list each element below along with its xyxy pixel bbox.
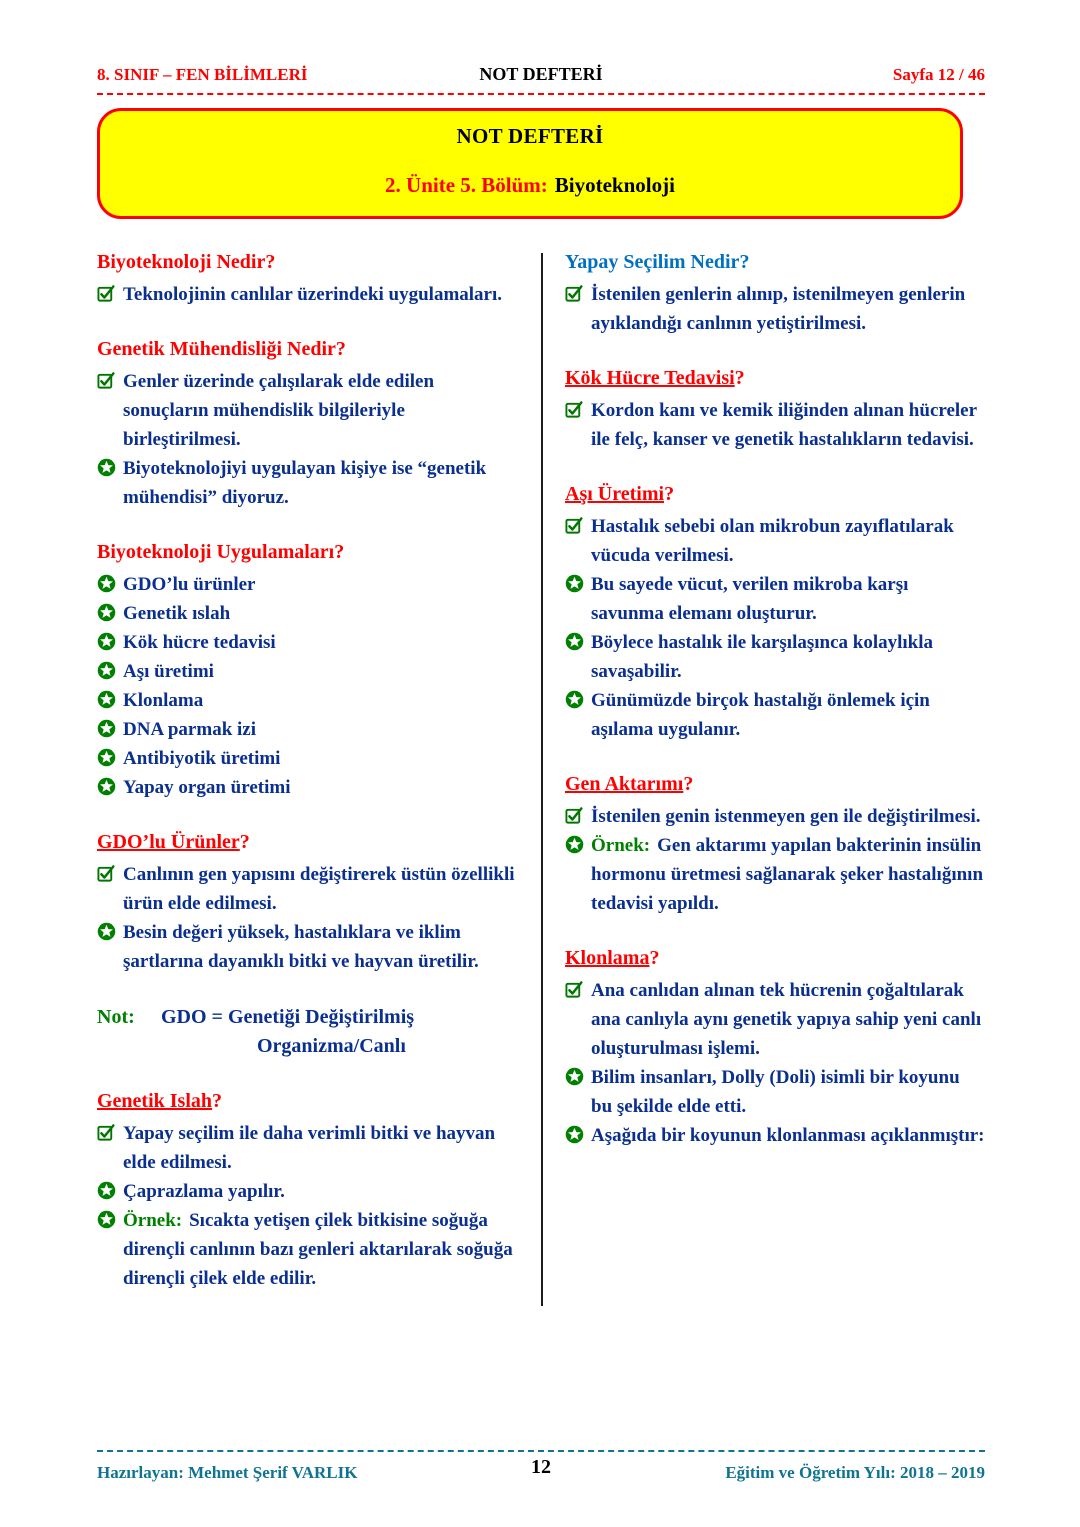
star-bullet-icon [565,570,591,593]
note-gdo-definition [97,1003,515,1061]
unit-subtitle [110,173,950,198]
list-item [565,1121,985,1150]
right-column [565,249,985,1320]
list-item [97,367,515,454]
section-kok-hucre-tedavisi [565,365,985,454]
item-text: Örnek: Gen aktarımı yapılan bakterinin insülin hormonu üretmesi sağlanarak şeker hastalığının tedavisi yapıldı. [591,835,984,914]
item-text: Aşağıda bir koyunun klonlanması açıklanmıştır: [591,1125,985,1146]
star-bullet-icon [97,570,123,593]
item-text: Canlının gen yapısını değiştirerek üstün özellikli ürün elde edilmesi. [123,864,515,914]
footer-row [97,1456,985,1483]
header-page-info: Sayfa 12 / 46 [892,65,985,84]
column-divider [541,253,543,1306]
item-text: DNA parmak izi [123,719,256,740]
section-klonlama [565,945,985,1150]
star-bullet-icon [97,454,123,477]
item-text: Yapay organ üretimi [123,777,291,798]
page-header [0,0,1080,85]
item-text: Kordon kanı ve kemik iliğinden alınan hücreler ile felç, kanser ve genetik hastalıkların tedavisi. [591,400,977,450]
list-item [97,773,515,802]
star-bullet-icon [97,686,123,709]
list-item [565,396,985,454]
list-item [97,599,515,628]
unit-label: 2. Ünite 5. Bölüm: [385,173,548,197]
section-biyoteknoloji-nedir [97,249,515,309]
star-bullet-icon [565,686,591,709]
left-column [97,249,515,1320]
star-bullet-icon [97,918,123,941]
star-bullet-icon [565,628,591,651]
list-item [565,1063,985,1121]
item-text: Teknolojinin canlılar üzerindeki uygulamaları. [123,284,503,305]
section-biyoteknoloji-uygulamalari [97,539,515,802]
example-label: Örnek: [123,1210,183,1231]
list-item [97,715,515,744]
star-bullet-icon [97,657,123,680]
section-heading: Biyoteknoloji Nedir? [97,251,276,273]
section-heading: Aşı Üretimi? [565,483,675,505]
checkbox-icon [565,396,591,419]
notebook-title: NOT DEFTERİ [456,124,604,148]
list-item [565,570,985,628]
list-item [97,918,515,976]
header-course: 8. SINIF – FEN BİLİMLERİ [97,65,308,84]
item-text: Ana canlıdan alınan tek hücrenin çoğaltılarak ana canlıyla aynı genetik yapıya sahip yeni canlı oluşturulması işlemi. [591,980,982,1059]
checkbox-icon [97,280,123,303]
checkbox-icon [97,860,123,883]
item-text: Günümüzde birçok hastalığı önlemek için aşılama uygulanır. [591,690,930,740]
page-footer [97,1450,985,1483]
item-text: Antibiyotik üretimi [123,748,281,769]
section-genetik-muhendisligi-nedir [97,336,515,512]
list-item [97,657,515,686]
note-line1: GDO = Genetiği Değiştirilmiş [161,1006,415,1028]
item-text: Genler üzerinde çalışılarak elde edilen sonuçların mühendislik bilgileriyle birleştirilmesi. [123,371,435,450]
item-text: Klonlama [123,690,204,711]
checkbox-icon [565,280,591,303]
header-dashed-divider [97,93,985,95]
checkbox-icon [565,976,591,999]
footer-author: Hazırlayan: Mehmet Şerif VARLIK [97,1463,358,1482]
footer-year: Eğitim ve Öğretim Yılı: 2018 – 2019 [725,1463,985,1482]
example-label: Örnek: [591,835,651,856]
list-item [97,686,515,715]
item-text: Kök hücre tedavisi [123,632,276,653]
note-line2: Organizma/Canlı [257,1035,406,1057]
section-heading: Yapay Seçilim Nedir? [565,251,750,273]
item-text: Hastalık sebebi olan mikrobun zayıflatılarak vücuda verilmesi. [591,516,954,566]
item-text: Biyoteknolojiyi uygulayan kişiye ise “genetik mühendisi” diyoruz. [123,458,487,508]
item-text: Genetik ıslah [123,603,231,624]
list-item [565,976,985,1063]
list-item [565,280,985,338]
footer-page-number: 12 [531,1456,551,1478]
list-item [565,831,985,918]
item-text: Örnek: Sıcakta yetişen çilek bitkisine soğuğa dirençli canlının bazı genleri aktarılarak soğuğa dirençli çilek elde edilir. [123,1210,513,1289]
star-bullet-icon [97,628,123,651]
item-text: Çaprazlama yapılır. [123,1181,285,1202]
section-gdolu-urunler [97,829,515,976]
list-item [97,744,515,773]
list-item [565,802,985,831]
list-item [97,280,515,309]
topic-label: Biyoteknoloji [554,173,675,197]
checkbox-icon [565,512,591,535]
section-heading: Biyoteknoloji Uygulamaları? [97,541,345,563]
star-bullet-icon [97,715,123,738]
star-bullet-icon [97,744,123,767]
item-text: GDO’lu ürünler [123,574,256,595]
section-heading: GDO’lu Ürünler? [97,831,250,853]
note-body [161,1003,515,1061]
list-item [565,686,985,744]
star-bullet-icon [97,599,123,622]
item-text: İstenilen genlerin alınıp, istenilmeyen genlerin ayıklandığı canlının yetiştirilmesi. [591,284,966,334]
star-bullet-icon [97,1177,123,1200]
list-item [565,512,985,570]
item-text: Böylece hastalık ile karşılaşınca kolaylıkla savaşabilir. [591,632,934,682]
star-bullet-icon [565,831,591,854]
note-label: Not: [97,1006,135,1028]
star-bullet-icon [97,1206,123,1229]
list-item [97,1119,515,1177]
section-heading: Genetik Islah? [97,1090,223,1112]
star-bullet-icon [565,1063,591,1086]
section-heading: Gen Aktarımı? [565,773,694,795]
title-box [97,108,963,219]
section-heading: Kök Hücre Tedavisi? [565,367,745,389]
item-text: Bu sayede vücut, verilen mikroba karşı savunma elemanı oluşturur. [591,574,909,624]
star-bullet-icon [97,773,123,796]
section-gen-aktarimi [565,771,985,918]
list-item [97,628,515,657]
checkbox-icon [565,802,591,825]
list-item [97,570,515,599]
item-text: Aşı üretimi [123,661,214,682]
section-heading: Klonlama? [565,947,660,969]
star-bullet-icon [565,1121,591,1144]
content-columns [97,249,985,1320]
header-doc-title: NOT DEFTERİ [479,64,603,84]
checkbox-icon [97,1119,123,1142]
list-item [97,1177,515,1206]
section-genetik-islah [97,1088,515,1293]
checkbox-icon [97,367,123,390]
section-heading: Genetik Mühendisliği Nedir? [97,338,346,360]
list-item [565,628,985,686]
item-text: Besin değeri yüksek, hastalıklara ve iklim şartlarına dayanıklı bitki ve hayvan üretilir. [123,922,479,972]
list-item [97,454,515,512]
section-asi-uretimi [565,481,985,744]
item-text: İstenilen genin istenmeyen gen ile değiştirilmesi. [591,806,981,827]
item-text: Bilim insanları, Dolly (Doli) isimli bir koyunu bu şekilde elde etti. [591,1067,960,1117]
list-item [97,860,515,918]
item-text: Yapay seçilim ile daha verimli bitki ve hayvan elde edilmesi. [123,1123,496,1173]
section-yapay-secilim-nedir [565,249,985,338]
list-item [97,1206,515,1293]
